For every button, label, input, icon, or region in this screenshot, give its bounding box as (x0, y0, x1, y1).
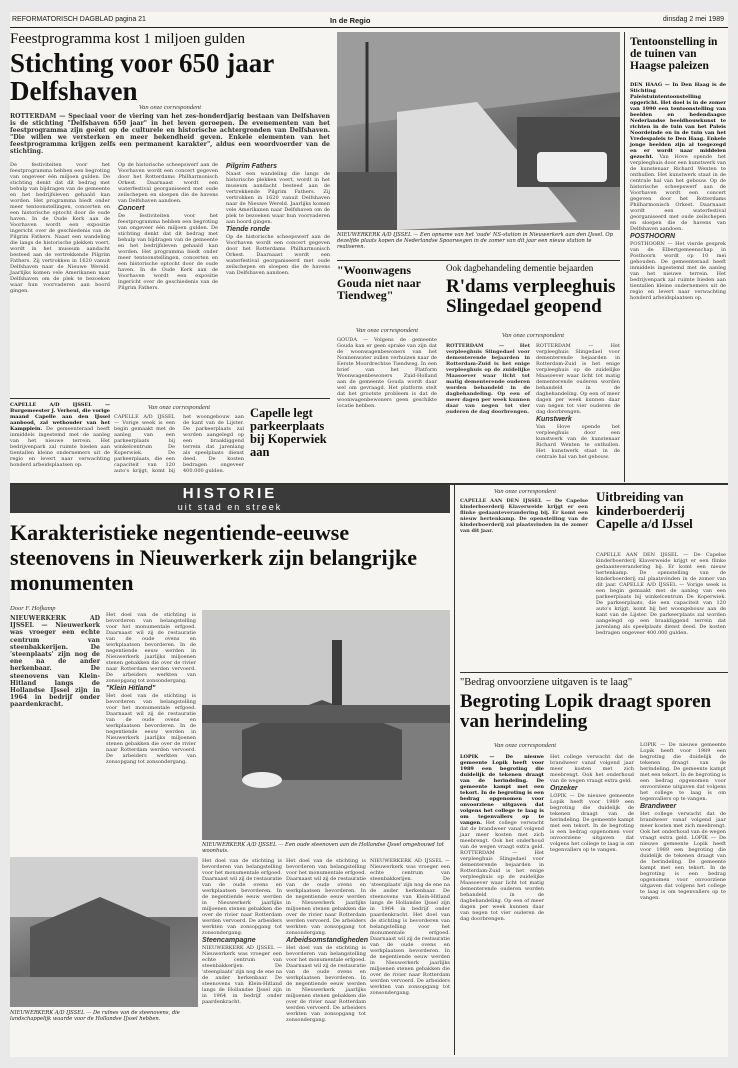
a2-text: De gemeenteraad heeft inmiddels ingestemd met de aanleg van het nieuwe terrein. Het bedrijvenpark zal ruimte bieden aan tientallen kleine ondernemers uit de regio en levert naar verwachting honderd arbeidsplaatsen op. (10, 426, 110, 468)
hist-body-rep: Het doel van de stichting is bevorderen van belangstelling voor het monumentale erfgoed. Daarnaast wil zij de restauratie van de oude ovens en werkplaatsen bevorderen. In de negentiende eeuw werden in Nieuwerkerk jaarlijks miljoenen stenen gebakken die over de rivier naar Rotterdam werden vervoerd. De arbeiders werkten van zonsopgang tot zonsondergang. (106, 693, 196, 765)
hist-col5 (370, 858, 450, 1048)
hist-col3-text: Het doel van de stichting is bevorderen van belangstelling voor het monumentale erfgoed. Daarnaast wil zij de restauratie van de oude ovens en werkplaatsen bevorderen. In de negentiende eeuw werden in Nieuwerkerk jaarlijks miljoenen stenen gebakken die over de rivier naar Rotterdam werden vervoerd. De arbeiders werkten van zonsopgang tot zonsondergang. (202, 858, 283, 936)
hist-lead: NIEUWERKERK AD IJSSEL — Nieuwerkerk was vroeger een echte centrum van steenbakkerijen. De 'steenplaats' zijn nog de ene na de ander herkenbaar. De steenovens van Klein-Hitland langs de Hollandse IJssel zijn in 1964 in bedrijf onder paardenkracht. (10, 615, 100, 709)
a6-col1-more: Het college verwacht dat de brandweer vanaf volgend jaar meer kosten met zich meebrengt. Ook het onderhoud van de wegen vraagt extra geld. (460, 820, 544, 850)
a6-byline: Van onze correspondent (493, 742, 557, 749)
a1-body-rep: Naast een wandeling die langs de historische plekken voert, wordt in het museum aandacht besteed aan de vertrekkende Pilgrim Fathers. Zij vertrokken in 1620 vanuit Delfshaven naar de Nieuwe Wereld. Jaarlijks komen vele Amerikanen naar Delfshaven om de plek te bezoeken waar hun voorvaderen aan boord gingen. (10, 234, 110, 294)
a6-col2 (550, 754, 634, 1052)
a4-body: GOUDA — Volgens de gemeente Gouda kan er geen sprake van zijn dat de woonwagenbewoners van het Nonnenwater zullen verhuizen naar de Eerste Moordrechtse Tiendweg. In een brief van het Platform Woonwagenbewoners Zuid-Holland aan de gemeente Gouda wordt daar wel om gevraagd. Het platform stelt dat het grootste probleem is dat de woonwagenbewoners geen geschikte locatie hebben. (337, 337, 437, 409)
a6-col3 (640, 742, 726, 1052)
side2-body: CAPELLE AAN DEN IJSSEL — De Capelse kinderboerderij Klaverweide krijgt er een flinke gedaanteverandering bij. Er komt een nieuw hertenkamp. De openstelling van de kinderboerderij zal plaatsvinden in de zomer van dit jaar. (460, 498, 588, 534)
hist-body: Het doel van de stichting is bevorderen van belangstelling voor het monumentale erfgoed. Daarnaast wil zij de restauratie van de oude ovens en werkplaatsen bevorderen. In de negentiende eeuw werden in Nieuwerkerk jaarlijks miljoenen stenen gebakken die over de rivier naar Rotterdam werden vervoerd. De arbeiders werkten van zonsopgang tot zonsondergang. (106, 612, 196, 684)
a1-byline: Van onze correspondent (138, 104, 202, 111)
a1-body: De festiviteiten voor het feestprogramma hebben een begroting van ongeveer één miljoen gulden. De stichting denkt dat dit bedrag met behulp van bijdragen van de gemeente en het bedrijfsleven gehaald kan worden. Het programma biedt onder meer tentoonstellingen, concerten en een historische optocht door de oude haven. In de Oude Kerk aan de Voorhaven wordt een expositie ingericht over de geschiedenis van de Pilgrim Fathers. (10, 162, 110, 240)
a6-col3-more: LOPIK — De nieuwe gemeente Lopik heeft voor 1989 een begroting die duidelijk de tekenen draagt van de herindeling. De gemeente kampt met een tekort. In de begroting is een bedrag opgenomen voor onvoorziene uitgaven dat volgens het college te laag is om tegenvallers op te vangen. (640, 835, 727, 901)
a2-lead: CAPELLE A/D IJSSEL — Burgemeester J. Verheul, die vorige maand Capelle aan den IJssel aanbood, zal wethouder van het Kampplein. (10, 402, 110, 432)
banner-line1: HISTORIE (182, 485, 278, 502)
a1-col2-more: De festiviteiten voor het feestprogramma hebben een begroting van ongeveer één miljoen gulden. De stichting denkt dat dit bedrag met behulp van bijdragen van de gemeente en het bedrijfsleven gehaald kan worden. Het programma biedt onder meer tentoonstellingen, concerten en een historische optocht door de oude haven. In de Oude Kerk aan de Voorhaven wordt een expositie ingericht over de geschiedenis van de Pilgrim Fathers. (118, 213, 218, 291)
a6-sub-brandweer: Brandweer (640, 803, 677, 810)
hist-sub-klein: "Klein Hitland" (106, 685, 156, 692)
a1-sub-pilgrim: Pilgrim Fathers (226, 163, 277, 170)
side1-title: Tentoonstelling in de tuinen van Haagse paleizen (630, 36, 718, 73)
a1-col2 (118, 162, 218, 397)
side2-byline: Van onze correspondent (493, 488, 557, 495)
a6-col2-text: Het college verwacht dat de brandweer vanaf volgend jaar meer kosten met zich meebrengt. Ook het onderhoud van de wegen vraagt extra geld. (550, 754, 634, 784)
a6-col1 (460, 754, 544, 1052)
hist-col4-more: Het doel van de stichting is bevorderen van belangstelling voor het monumentale erfgoed. Daarnaast wil zij de restauratie van de oude ovens en werkplaatsen bevorderen. In de negentiende eeuw werden in Nieuwerkerk jaarlijks miljoenen stenen gebakken die over de rivier naar Rotterdam werden vervoerd. De arbeiders werkten van zonsopgang tot zonsondergang. (286, 945, 367, 1023)
a3-byline: Van onze correspondent (147, 404, 211, 411)
a5-body: ROTTERDAM — Het verpleeghuis Slingedael voor dementerende bejaarden in Rotterdam-Zuid is het enige verpleeghuis op de zuidelijke Maasoever waar licht tot matig dementerende ouderen worden behandeld in de dagbehandeling. Op een of meer dagen per week kunnen daar van negen tot vier ouderen de dag doorbrengen. (446, 343, 530, 415)
ruine-photo (10, 857, 198, 1007)
hist-col5-text: NIEUWERKERK AD IJSSEL — Nieuwerkerk was vroeger een echte centrum van steenbakkerijen. De 'steenplaats' zijn nog de ene na de ander herkenbaar. De steenovens van Klein-Hitland langs de Hollandse IJssel zijn in 1964 in bedrijf onder paardenkracht. (370, 858, 450, 918)
a1-title: Stichting voor 650 jaar Delfshaven (10, 47, 274, 107)
a4-title: "Woonwagens Gouda niet naar Tiendweg" (337, 263, 421, 303)
side1-body-rep2: Op de historische scheepswerf aan de Voorhaven wordt een concert gegeven door het Rotterdams Philharmonisch Orkest. Daarnaast wordt een waterfestival georganiseerd met oude zeilschepen en sloepen die de havens van Delfshaven aandoen. (630, 178, 726, 232)
side2-title: Uitbreiding van kinderboerderij Capelle a/d IJssel (596, 489, 693, 532)
station-photo-svg (337, 32, 620, 230)
a5-title: R'dams verpleeghuis Slingedael geopend (446, 276, 616, 317)
a6-body: LOPIK — De nieuwe gemeente Lopik heeft voor 1989 een begroting die duidelijk de tekenen draagt van de herindeling. De gemeente kampt met een tekort. In de begroting is een bedrag opgenomen voor onvoorziene uitgaven dat volgens het college te laag is om tegenvallers op te vangen. (460, 754, 544, 826)
side1-col (630, 82, 726, 482)
a1-sub-concert: Concert (118, 205, 145, 212)
a1-col3-text: Naast een wandeling die langs de historische plekken voert, wordt in het museum aandacht besteed aan de vertrekkende Pilgrim Fathers. Zij vertrokken in 1620 vanuit Delfshaven naar de Nieuwe Wereld. Jaarlijks komen vele Amerikanen naar Delfshaven om de plek te bezoeken waar hun voorvaderen aan boord gingen. (226, 171, 330, 225)
a5-body2: Van Hove opende het verpleeghuis door een kunstwerk van de kunstenaar Richard Wenten te onthullen. Het kunstwerk staat in de centrale hal van het gebouw. (536, 424, 620, 460)
hist-col2 (106, 612, 196, 847)
a6-col1-more2: ROTTERDAM — Het verpleeghuis Slingedael voor dementerende bejaarden in Rotterdam-Zuid is het enige verpleeghuis op de zuidelijke Maasoever waar licht tot matig dementerende ouderen worden behandeld in de dagbehandeling. Op een of meer dagen per week kunnen daar van negen tot vier ouderen de dag doorbrengen. (460, 850, 544, 922)
hist-col4 (286, 858, 369, 1048)
side2-col2-more: CAPELLE A/D IJSSEL — Vorige week is een begin gemaakt met de aanleg van een parkeerplaats bij winkelcentrum De Koperwiek. De parkeerplaats, die een capaciteit van 120 auto's krijgt, komt bij het woongebouw aan de kant van de Lijster. De parkeerplaats zal worden aangelegd op een braakliggend terrein dat jarenlang als speelplaats dienst deed. De kosten bedragen ongeveer 400.000 gulden. (596, 582, 727, 636)
station-caption: NIEUWERKERK A/D IJSSEL — Een opname van het 'oude' NS-station in Nieuwerkerk aan den IJssel. Op dezelfde plaats kopen de Nederlandse Spoorwegen in de zomer van dit jaar een nieuw station te realiseren. (337, 232, 613, 251)
a1-col1 (10, 162, 110, 397)
a1-col3-more: Op de historische scheepswerf aan de Voorhaven wordt een concert gegeven door het Rotterdams Philharmonisch Orkest. Daarnaast wordt een waterfestival georganiseerd met oude zeilschepen en sloepen die de havens van Delfshaven aandoen. (226, 234, 330, 276)
station-photo (337, 32, 620, 230)
ruine-photo-svg (10, 857, 198, 1007)
side1-sub: POSTHOORN (630, 233, 676, 240)
newspaper-page (10, 12, 728, 1057)
a1-col2-text: Op de historische scheepswerf aan de Voorhaven wordt een concert gegeven door het Rotterdams Philharmonisch Orkest. Daarnaast wordt een waterfestival georganiseerd met oude zeilschepen en sloepen die de havens van Delfshaven aandoen. (118, 162, 218, 204)
hist-col3-more: NIEUWERKERK AD IJSSEL — Nieuwerkerk was vroeger een echte centrum van steenbakkerijen. De 'steenplaats' zijn nog de ene na de ander herkenbaar. De steenovens van Klein-Hitland langs de Hollandse IJssel zijn in 1964 in bedrijf onder paardenkracht. (202, 945, 282, 1005)
hist-sub-steen: Steencampagne (202, 937, 256, 944)
side1-body: DEN HAAG — In Den Haag is de Stichting Paleistuintentoonstelling opgericht. Het doel is in de zomer van 1990 een tentoonstelling van beelden en hedendaagse Nederlandse beeldhouwkunst te richten in de tuin van het Paleis Noordeinde en in de tuin van het Vredespaleis te Den Haag. Enkele jonge beelden zijn al toegezegd en er wordt naar middelen gezocht. (630, 82, 726, 160)
a4-byline: Van onze correspondent (355, 327, 419, 334)
a5-col2-text: ROTTERDAM — Het verpleeghuis Slingedael voor dementerende bejaarden in Rotterdam-Zuid is het enige verpleeghuis op de zuidelijke Maasoever waar licht tot matig dementerende ouderen worden behandeld in de dagbehandeling. Op een of meer dagen per week kunnen daar van negen tot vier ouderen de dag doorbrengen. (536, 343, 620, 415)
side2-col2-text: CAPELLE AAN DEN IJSSEL — De Capelse kinderboerderij Klaverweide krijgt er een flinke gedaanteverandering bij. Er komt een nieuw hertenkamp. De openstelling van de kinderboerderij zal plaatsvinden in de zomer van dit jaar. (596, 552, 726, 588)
a3-body: CAPELLE A/D IJSSEL — Vorige week is een begin gemaakt met de aanleg van een parkeerplaats bij winkelcentrum De Koperwiek. De parkeerplaats, die een capaciteit van 120 auto's krijgt, komt bij het woongebouw aan de kant van de Lijster. De parkeerplaats zal worden aangelegd op een braakliggend terrein dat jarenlang als speelplaats dienst deed. De kosten bedragen ongeveer 400.000 gulden. (114, 414, 244, 474)
hist-sub-arbeid: Arbeidsomstandigheden (286, 937, 369, 944)
a2-body (10, 402, 110, 482)
header-date: dinsdag 2 mei 1989 (662, 16, 724, 23)
historie-banner (10, 485, 450, 513)
page-header (10, 12, 728, 28)
a5-kicker: Ook dagbehandeling dementie bejaarden (446, 263, 594, 273)
a6-kicker: "Bedrag onvoorziene uitgaven is te laag" (460, 677, 633, 688)
hist-caption2: NIEUWERKERK A/D IJSSEL — Een oude steenoven aan de Hollandse IJssel omgebouwd tot woonhuis. (202, 842, 444, 855)
a6-body2: Het college verwacht dat de brandweer vanaf volgend jaar meer kosten met zich meebrengt. Ook het onderhoud van de wegen vraagt extra geld. (640, 811, 726, 841)
header-left: REFORMATORISCH DAGBLAD pagina 21 (12, 16, 146, 23)
a1-col3 (226, 162, 330, 397)
a1-sub-third: Tiende ronde (226, 226, 270, 233)
hist-title: Karakteristieke negentiende-eeuwse steenovens in Nieuwerkerk zijn belangrijke monumenten (10, 520, 417, 595)
a1-heading (10, 31, 330, 107)
side1-body2: POSTHOORN — Het vierde gesprek van de Elbertgemeenschap in Posthoorn wordt op 10 mei gehouden. (630, 241, 726, 265)
hist-col5-more: Het doel van de stichting is bevorderen van belangstelling voor het monumentale erfgoed. Daarnaast wil zij de restauratie van de oude ovens en werkplaatsen bevorderen. In de negentiende eeuw werden in Nieuwerkerk jaarlijks miljoenen stenen gebakken die over de rivier naar Rotterdam werden vervoerd. De arbeiders werkten van zonsopgang tot zonsondergang. (370, 912, 451, 996)
hist-byline: Door F. Hofkamp (10, 605, 56, 612)
a6-col2-more: LOPIK — De nieuwe gemeente Lopik heeft voor 1989 een begroting die duidelijk de tekenen draagt van de herindeling. De gemeente kampt met een tekort. In de begroting is een bedrag opgenomen voor onvoorziene uitgaven dat volgens het college te laag is om tegenvallers op te vangen. (550, 793, 634, 853)
a6-col3-text: LOPIK — De nieuwe gemeente Lopik heeft voor 1989 een begroting die duidelijk de tekenen draagt van de herindeling. De gemeente kampt met een tekort. In de begroting is een bedrag opgenomen voor onvoorziene uitgaven dat volgens het college te laag is om tegenvallers op te vangen. (640, 742, 726, 802)
side1-body2-rep: De gemeenteraad heeft inmiddels ingestemd met de aanleg van het nieuwe terrein. Het bedrijvenpark zal ruimte bieden aan tientallen kleine ondernemers uit de regio en levert naar verwachting honderd arbeidsplaatsen op. (630, 259, 726, 301)
side2-col2 (596, 552, 726, 668)
a5-sub: Kunstwerk (536, 416, 572, 423)
hist-caption1: NIEUWERKERK A/D IJSSEL — De ruïnes van de steenovens, die landschappelijk waarde voor de Hollandse IJssel hebben. (10, 1010, 180, 1023)
a3-title: Capelle legt parkeerplaats bij Koperwiek aan (250, 406, 327, 460)
side1-body-rep: Van Hove opende het verpleeghuis door een kunstwerk van de kunstenaar Richard Wenten te onthullen. Het kunstwerk staat in de centrale hal van het gebouw. (630, 154, 727, 184)
a6-sub-onzeker: Onzeker (550, 785, 578, 792)
a5-col2 (536, 343, 620, 482)
a1-kicker: Feestprogramma kost 1 miljoen gulden (10, 31, 245, 47)
hist-col4-text: Het doel van de stichting is bevorderen van belangstelling voor het monumentale erfgoed. Daarnaast wil zij de restauratie van de oude ovens en werkplaatsen bevorderen. In de negentiende eeuw werden in Nieuwerkerk jaarlijks miljoenen stenen gebakken die over de rivier naar Rotterdam werden vervoerd. De arbeiders werkten van zonsopgang tot zonsondergang. (286, 858, 367, 936)
hist-col3 (202, 858, 282, 1048)
header-section: In de Regio (330, 16, 371, 25)
a1-lead: ROTTERDAM — Speciaal voor de viering van het zes-honderdjarig bestaan van Delfshaven is de stichting "Delfshaven 650 jaar" in het leven geroepen. De evenementen van het feestprogramma zijn geënt op de culturele en historische achtergronden van Delfshaven. "Die willen we versterken en meer bekendheid geven. Enkele elementen van het feestprogramma krijgen zelfs een permanent karakter", aldus een woordvoerder van de stichting. (10, 113, 330, 155)
a5-byline: Van onze correspondent (501, 332, 565, 339)
a6-title: Begroting Lopik draagt sporen van herindeling (460, 691, 712, 732)
banner-line2: uit stad en streek (177, 502, 283, 512)
steenoven-photo-svg (202, 610, 450, 840)
steenoven-photo (202, 610, 450, 840)
